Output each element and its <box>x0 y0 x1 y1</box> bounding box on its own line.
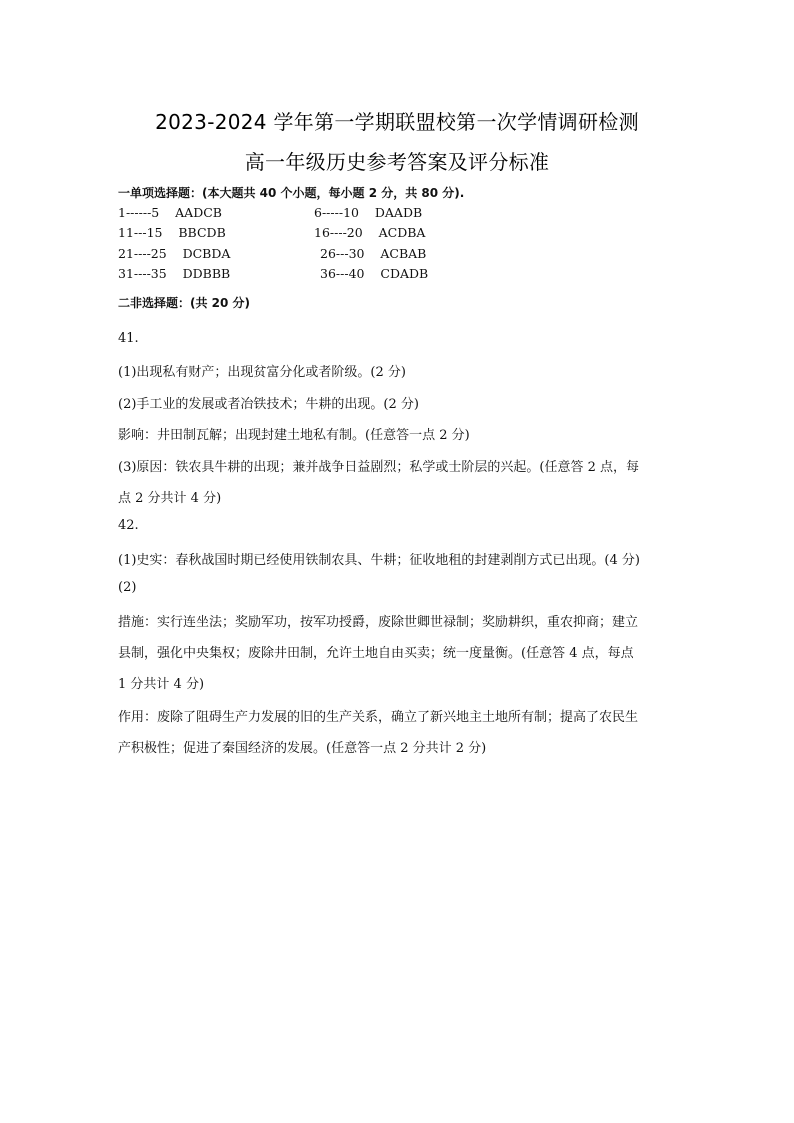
answer-right-1: 6-----10 DAADB <box>314 205 423 220</box>
q42-effect-line2: 产积极性；促进了秦国经济的发展。(任意答一点 2 分共计 2 分) <box>118 741 487 756</box>
q42-part2-label: (2) <box>118 580 137 595</box>
answer-right-2: 16----20 ACDBA <box>314 225 426 240</box>
document-subtitle: 高一年级历史参考答案及评分标准 <box>244 150 550 174</box>
answer-left-4: 31----35 DDBBB <box>118 266 231 281</box>
document-title: 2023-2024 学年第一学期联盟校第一次学情调研检测 <box>155 110 639 134</box>
q42-measures-line1: 措施：实行连坐法；奖励军功，按军功授爵，废除世卿世禄制；奖励耕织，重农抑商；建立 <box>118 615 639 630</box>
q42-effect-line1: 作用：废除了阻碍生产力发展的旧的生产关系，确立了新兴地主土地所有制；提高了农民生 <box>118 710 639 725</box>
q42-number: 42. <box>118 518 139 533</box>
answer-right-3: 26---30 ACBAB <box>320 246 427 261</box>
q41-part3-line1: (3)原因：铁农具牛耕的出现；兼并战争日益剧烈；私学或士阶层的兴起。(任意答 2 点，每 <box>118 460 640 475</box>
q41-part3-line2: 点 2 分共计 4 分) <box>118 491 222 506</box>
answer-left-3: 21----25 DCBDA <box>118 246 231 261</box>
answer-left-2: 11---15 BBCDB <box>118 225 226 240</box>
q42-part1: (1)史实：春秋战国时期已经使用铁制农具、牛耕；征收地租的封建剥削方式已出现。(4 分) <box>118 553 640 568</box>
q41-part2: (2)手工业的发展或者冶铁技术；牛耕的出现。(2 分) <box>118 397 419 412</box>
q41-influence: 影响：井田制瓦解；出现封建土地私有制。(任意答一点 2 分) <box>118 428 470 443</box>
section1-heading: 一单项选择题：(本大题共 40 个小题，每小题 2 分，共 80 分). <box>118 186 465 200</box>
q41-part1: (1)出现私有财产；出现贫富分化或者阶级。(2 分) <box>118 365 406 380</box>
q42-measures-line3: 1 分共计 4 分) <box>118 677 205 692</box>
answer-left-1: 1------5 AADCB <box>118 205 222 220</box>
q41-number: 41. <box>118 331 139 346</box>
section2-heading: 二非选择题：(共 20 分) <box>118 296 251 310</box>
q42-measures-line2: 县制，强化中央集权；废除井田制，允许土地自由买卖；统一度量衡。(任意答 4 点，每点 <box>118 646 634 661</box>
answer-right-4: 36---40 CDADB <box>320 266 429 281</box>
